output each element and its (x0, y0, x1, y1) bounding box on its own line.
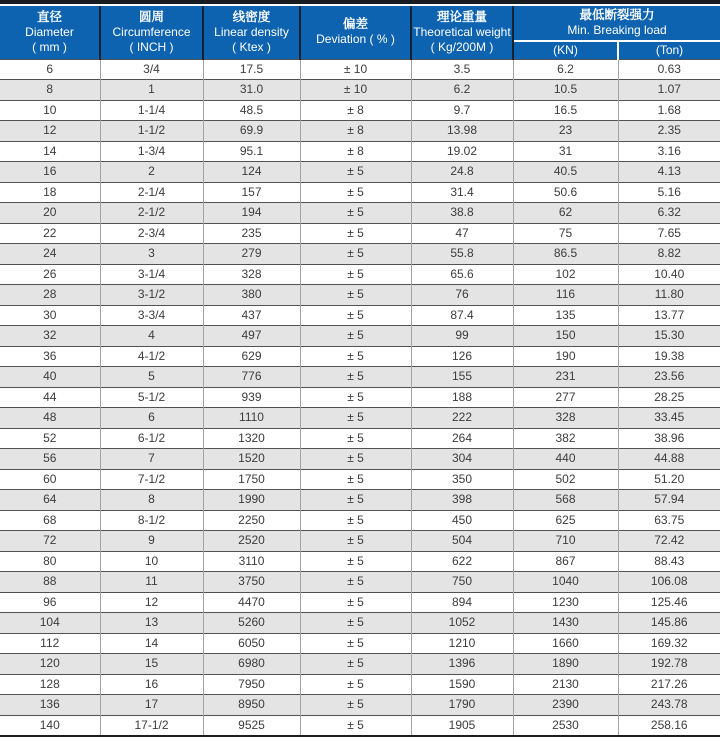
table-row (0, 572, 720, 593)
cell-breaking-load-ton: 2.35 (618, 121, 720, 142)
cell-linear-density: 31.0 (203, 80, 300, 101)
cell-linear-density: 9525 (203, 715, 300, 736)
cell-breaking-load-kn: 10.5 (513, 80, 618, 101)
cell-diameter: 12 (0, 121, 100, 142)
col-header-diameter-unit: ( mm ) (32, 39, 67, 54)
cell-circumference: 1 (100, 80, 203, 101)
cell-breaking-load-kn: 23 (513, 121, 618, 142)
cell-deviation: ± 5 (300, 613, 411, 634)
cell-circumference: 6-1/2 (100, 428, 203, 449)
table-row (0, 326, 720, 347)
cell-linear-density: 7950 (203, 674, 300, 695)
col-header-theoretical-weight-zh: 理论重量 (436, 9, 487, 24)
cell-circumference: 15 (100, 654, 203, 675)
table-row (0, 633, 720, 654)
cell-circumference: 3 (100, 244, 203, 265)
cell-breaking-load-kn: 2530 (513, 715, 618, 736)
cell-diameter: 44 (0, 387, 100, 408)
col-header-linear-density-en: Linear density (214, 24, 289, 39)
cell-diameter: 60 (0, 469, 100, 490)
table-row (0, 244, 720, 265)
cell-theoretical-weight: 504 (411, 531, 513, 552)
col-header-deviation (300, 6, 411, 59)
table-row (0, 654, 720, 675)
table-row (0, 449, 720, 470)
col-header-theoretical-weight-en: Theoretical weight (413, 24, 511, 39)
cell-theoretical-weight: 750 (411, 572, 513, 593)
cell-theoretical-weight: 264 (411, 428, 513, 449)
cell-diameter: 140 (0, 715, 100, 736)
cell-diameter: 72 (0, 531, 100, 552)
cell-linear-density: 124 (203, 162, 300, 183)
cell-circumference: 3-3/4 (100, 305, 203, 326)
cell-diameter: 24 (0, 244, 100, 265)
cell-theoretical-weight: 1396 (411, 654, 513, 675)
cell-circumference: 1-1/4 (100, 100, 203, 121)
cell-deviation: ± 5 (300, 715, 411, 736)
col-header-breaking-load-group (513, 6, 720, 41)
cell-circumference: 9 (100, 531, 203, 552)
cell-circumference: 5-1/2 (100, 387, 203, 408)
table-row (0, 367, 720, 388)
cell-deviation: ± 5 (300, 572, 411, 593)
table-row (0, 80, 720, 101)
cell-theoretical-weight: 99 (411, 326, 513, 347)
cell-deviation: ± 5 (300, 264, 411, 285)
cell-linear-density: 48.5 (203, 100, 300, 121)
cell-deviation: ± 8 (300, 141, 411, 162)
cell-breaking-load-ton: 258.16 (618, 715, 720, 736)
cell-diameter: 136 (0, 695, 100, 716)
cell-breaking-load-kn: 62 (513, 203, 618, 224)
cell-diameter: 8 (0, 80, 100, 101)
cell-breaking-load-ton: 57.94 (618, 490, 720, 511)
cell-breaking-load-kn: 40.5 (513, 162, 618, 183)
table-row (0, 141, 720, 162)
cell-theoretical-weight: 450 (411, 510, 513, 531)
col-header-diameter-zh: 直径 (36, 9, 62, 24)
col-header-breaking-load-kn: (KN) (513, 41, 618, 59)
col-header-deviation-zh: 偏差 (342, 17, 368, 32)
cell-deviation: ± 5 (300, 469, 411, 490)
cell-diameter: 120 (0, 654, 100, 675)
table-row (0, 121, 720, 142)
col-header-breaking-load-en: Min. Breaking load (567, 23, 667, 37)
cell-linear-density: 235 (203, 223, 300, 244)
cell-diameter: 30 (0, 305, 100, 326)
cell-linear-density: 17.5 (203, 59, 300, 80)
cell-linear-density: 8950 (203, 695, 300, 716)
cell-theoretical-weight: 894 (411, 592, 513, 613)
top-divider (0, 0, 720, 4)
cell-diameter: 18 (0, 182, 100, 203)
cell-theoretical-weight: 65.6 (411, 264, 513, 285)
cell-deviation: ± 5 (300, 387, 411, 408)
cell-breaking-load-ton: 11.80 (618, 285, 720, 306)
cell-deviation: ± 5 (300, 285, 411, 306)
cell-breaking-load-kn: 328 (513, 408, 618, 429)
cell-circumference: 17-1/2 (100, 715, 203, 736)
cell-breaking-load-ton: 4.13 (618, 162, 720, 183)
cell-theoretical-weight: 6.2 (411, 80, 513, 101)
cell-linear-density: 2520 (203, 531, 300, 552)
table-row (0, 285, 720, 306)
cell-breaking-load-ton: 23.56 (618, 367, 720, 388)
cell-circumference: 2 (100, 162, 203, 183)
col-header-linear-density-unit: ( Ktex ) (232, 39, 271, 54)
cell-breaking-load-ton: 243.78 (618, 695, 720, 716)
cell-circumference: 5 (100, 367, 203, 388)
cell-theoretical-weight: 76 (411, 285, 513, 306)
cell-theoretical-weight: 126 (411, 346, 513, 367)
table-row (0, 223, 720, 244)
cell-diameter: 26 (0, 264, 100, 285)
cell-linear-density: 437 (203, 305, 300, 326)
cell-circumference: 4-1/2 (100, 346, 203, 367)
cell-deviation: ± 5 (300, 305, 411, 326)
cell-breaking-load-ton: 38.96 (618, 428, 720, 449)
table-row (0, 264, 720, 285)
cell-circumference: 1-3/4 (100, 141, 203, 162)
cell-breaking-load-ton: 51.20 (618, 469, 720, 490)
cell-circumference: 2-1/4 (100, 182, 203, 203)
cell-breaking-load-ton: 125.46 (618, 592, 720, 613)
cell-breaking-load-ton: 1.07 (618, 80, 720, 101)
cell-deviation: ± 5 (300, 654, 411, 675)
cell-breaking-load-kn: 6.2 (513, 59, 618, 80)
table-row (0, 469, 720, 490)
cell-breaking-load-ton: 217.26 (618, 674, 720, 695)
cell-circumference: 8 (100, 490, 203, 511)
col-header-breaking-load-zh: 最低断裂强力 (579, 8, 655, 22)
cell-breaking-load-kn: 50.6 (513, 182, 618, 203)
col-header-deviation-en: Deviation ( % ) (316, 32, 395, 47)
cell-linear-density: 776 (203, 367, 300, 388)
cell-linear-density: 380 (203, 285, 300, 306)
cell-breaking-load-kn: 277 (513, 387, 618, 408)
cell-linear-density: 1520 (203, 449, 300, 470)
cell-breaking-load-ton: 0.63 (618, 59, 720, 80)
cell-breaking-load-ton: 1.68 (618, 100, 720, 121)
cell-deviation: ± 5 (300, 244, 411, 265)
cell-linear-density: 5260 (203, 613, 300, 634)
col-header-theoretical-weight (411, 6, 513, 59)
table-row (0, 592, 720, 613)
cell-diameter: 68 (0, 510, 100, 531)
cell-breaking-load-kn: 568 (513, 490, 618, 511)
cell-diameter: 48 (0, 408, 100, 429)
cell-circumference: 17 (100, 695, 203, 716)
cell-diameter: 52 (0, 428, 100, 449)
cell-breaking-load-kn: 1660 (513, 633, 618, 654)
cell-deviation: ± 5 (300, 449, 411, 470)
cell-diameter: 36 (0, 346, 100, 367)
cell-circumference: 11 (100, 572, 203, 593)
cell-deviation: ± 5 (300, 633, 411, 654)
table-row (0, 100, 720, 121)
cell-theoretical-weight: 87.4 (411, 305, 513, 326)
table-header (0, 6, 720, 59)
cell-diameter: 32 (0, 326, 100, 347)
cell-circumference: 3-1/2 (100, 285, 203, 306)
table-body (0, 59, 720, 736)
cell-breaking-load-kn: 1890 (513, 654, 618, 675)
cell-breaking-load-kn: 1430 (513, 613, 618, 634)
cell-breaking-load-ton: 169.32 (618, 633, 720, 654)
table-row (0, 59, 720, 80)
cell-circumference: 4 (100, 326, 203, 347)
cell-breaking-load-kn: 1230 (513, 592, 618, 613)
cell-linear-density: 194 (203, 203, 300, 224)
cell-deviation: ± 5 (300, 223, 411, 244)
cell-breaking-load-kn: 625 (513, 510, 618, 531)
table-row (0, 162, 720, 183)
cell-theoretical-weight: 1210 (411, 633, 513, 654)
cell-theoretical-weight: 13.98 (411, 121, 513, 142)
cell-linear-density: 328 (203, 264, 300, 285)
cell-breaking-load-ton: 44.88 (618, 449, 720, 470)
cell-breaking-load-kn: 867 (513, 551, 618, 572)
cell-breaking-load-ton: 8.82 (618, 244, 720, 265)
cell-diameter: 64 (0, 490, 100, 511)
cell-diameter: 80 (0, 551, 100, 572)
col-header-circumference-en: Circumference (112, 24, 191, 39)
cell-linear-density: 1750 (203, 469, 300, 490)
cell-breaking-load-ton: 3.16 (618, 141, 720, 162)
cell-deviation: ± 10 (300, 80, 411, 101)
col-header-theoretical-weight-unit: ( Kg/200M ) (430, 39, 494, 54)
cell-breaking-load-ton: 28.25 (618, 387, 720, 408)
cell-theoretical-weight: 1052 (411, 613, 513, 634)
cell-breaking-load-kn: 190 (513, 346, 618, 367)
cell-theoretical-weight: 24.8 (411, 162, 513, 183)
cell-breaking-load-ton: 7.65 (618, 223, 720, 244)
cell-theoretical-weight: 55.8 (411, 244, 513, 265)
cell-breaking-load-kn: 75 (513, 223, 618, 244)
cell-theoretical-weight: 38.8 (411, 203, 513, 224)
cell-diameter: 16 (0, 162, 100, 183)
cell-breaking-load-ton: 6.32 (618, 203, 720, 224)
cell-circumference: 12 (100, 592, 203, 613)
cell-diameter: 56 (0, 449, 100, 470)
cell-linear-density: 939 (203, 387, 300, 408)
cell-breaking-load-kn: 710 (513, 531, 618, 552)
cell-linear-density: 2250 (203, 510, 300, 531)
cell-linear-density: 4470 (203, 592, 300, 613)
cell-deviation: ± 5 (300, 531, 411, 552)
cell-linear-density: 497 (203, 326, 300, 347)
col-header-circumference (100, 6, 203, 59)
cell-breaking-load-kn: 1040 (513, 572, 618, 593)
table-row (0, 490, 720, 511)
cell-breaking-load-ton: 192.78 (618, 654, 720, 675)
cell-theoretical-weight: 47 (411, 223, 513, 244)
cell-deviation: ± 5 (300, 162, 411, 183)
cell-theoretical-weight: 304 (411, 449, 513, 470)
cell-linear-density: 6980 (203, 654, 300, 675)
table-row (0, 715, 720, 736)
cell-breaking-load-ton: 15.30 (618, 326, 720, 347)
table-row (0, 305, 720, 326)
cell-diameter: 104 (0, 613, 100, 634)
cell-diameter: 128 (0, 674, 100, 695)
cell-diameter: 10 (0, 100, 100, 121)
cell-breaking-load-ton: 88.43 (618, 551, 720, 572)
cell-deviation: ± 5 (300, 367, 411, 388)
cell-diameter: 88 (0, 572, 100, 593)
cell-breaking-load-kn: 16.5 (513, 100, 618, 121)
cell-linear-density: 279 (203, 244, 300, 265)
cell-breaking-load-ton: 72.42 (618, 531, 720, 552)
cell-theoretical-weight: 1790 (411, 695, 513, 716)
cell-circumference: 7 (100, 449, 203, 470)
cell-deviation: ± 5 (300, 695, 411, 716)
cell-theoretical-weight: 155 (411, 367, 513, 388)
cell-linear-density: 1110 (203, 408, 300, 429)
cell-breaking-load-kn: 150 (513, 326, 618, 347)
cell-circumference: 2-3/4 (100, 223, 203, 244)
cell-breaking-load-kn: 231 (513, 367, 618, 388)
cell-deviation: ± 5 (300, 326, 411, 347)
table-row (0, 510, 720, 531)
cell-breaking-load-kn: 135 (513, 305, 618, 326)
cell-theoretical-weight: 622 (411, 551, 513, 572)
cell-deviation: ± 5 (300, 510, 411, 531)
cell-diameter: 20 (0, 203, 100, 224)
cell-breaking-load-ton: 19.38 (618, 346, 720, 367)
cell-linear-density: 1320 (203, 428, 300, 449)
table-row (0, 387, 720, 408)
cell-breaking-load-kn: 382 (513, 428, 618, 449)
rope-spec-table (0, 6, 720, 737)
table-row (0, 203, 720, 224)
cell-circumference: 14 (100, 633, 203, 654)
cell-theoretical-weight: 3.5 (411, 59, 513, 80)
cell-breaking-load-kn: 116 (513, 285, 618, 306)
cell-theoretical-weight: 1590 (411, 674, 513, 695)
cell-breaking-load-kn: 102 (513, 264, 618, 285)
cell-circumference: 16 (100, 674, 203, 695)
cell-theoretical-weight: 31.4 (411, 182, 513, 203)
cell-breaking-load-kn: 86.5 (513, 244, 618, 265)
cell-theoretical-weight: 350 (411, 469, 513, 490)
cell-deviation: ± 5 (300, 592, 411, 613)
col-header-linear-density (203, 6, 300, 59)
cell-linear-density: 3750 (203, 572, 300, 593)
table-row (0, 551, 720, 572)
cell-breaking-load-ton: 33.45 (618, 408, 720, 429)
cell-circumference: 3-1/4 (100, 264, 203, 285)
col-header-diameter (0, 6, 100, 59)
cell-linear-density: 69.9 (203, 121, 300, 142)
cell-diameter: 28 (0, 285, 100, 306)
cell-diameter: 6 (0, 59, 100, 80)
cell-linear-density: 95.1 (203, 141, 300, 162)
cell-circumference: 6 (100, 408, 203, 429)
table-row (0, 531, 720, 552)
cell-breaking-load-kn: 502 (513, 469, 618, 490)
col-header-breaking-load-ton: (Ton) (618, 41, 720, 59)
cell-diameter: 40 (0, 367, 100, 388)
cell-breaking-load-ton: 106.08 (618, 572, 720, 593)
cell-theoretical-weight: 222 (411, 408, 513, 429)
cell-circumference: 13 (100, 613, 203, 634)
cell-deviation: ± 5 (300, 182, 411, 203)
cell-theoretical-weight: 19.02 (411, 141, 513, 162)
cell-circumference: 3/4 (100, 59, 203, 80)
cell-linear-density: 157 (203, 182, 300, 203)
cell-linear-density: 629 (203, 346, 300, 367)
cell-deviation: ± 5 (300, 490, 411, 511)
cell-theoretical-weight: 398 (411, 490, 513, 511)
table-row (0, 182, 720, 203)
cell-linear-density: 1990 (203, 490, 300, 511)
cell-deviation: ± 8 (300, 100, 411, 121)
table-row (0, 695, 720, 716)
cell-circumference: 2-1/2 (100, 203, 203, 224)
table-row (0, 408, 720, 429)
cell-circumference: 1-1/2 (100, 121, 203, 142)
col-header-linear-density-zh: 线密度 (232, 9, 271, 24)
cell-breaking-load-ton: 63.75 (618, 510, 720, 531)
cell-breaking-load-kn: 31 (513, 141, 618, 162)
cell-diameter: 22 (0, 223, 100, 244)
table-row (0, 613, 720, 634)
cell-breaking-load-ton: 10.40 (618, 264, 720, 285)
table-row (0, 346, 720, 367)
cell-theoretical-weight: 188 (411, 387, 513, 408)
cell-deviation: ± 5 (300, 428, 411, 449)
cell-linear-density: 6050 (203, 633, 300, 654)
table-row (0, 428, 720, 449)
cell-theoretical-weight: 9.7 (411, 100, 513, 121)
col-header-circumference-zh: 圆周 (138, 9, 164, 24)
cell-breaking-load-ton: 13.77 (618, 305, 720, 326)
cell-breaking-load-ton: 5.16 (618, 182, 720, 203)
cell-circumference: 10 (100, 551, 203, 572)
cell-diameter: 112 (0, 633, 100, 654)
cell-breaking-load-ton: 145.86 (618, 613, 720, 634)
table-row (0, 674, 720, 695)
col-header-circumference-unit: ( INCH ) (129, 39, 174, 54)
cell-deviation: ± 5 (300, 674, 411, 695)
cell-deviation: ± 5 (300, 408, 411, 429)
cell-circumference: 8-1/2 (100, 510, 203, 531)
cell-diameter: 14 (0, 141, 100, 162)
cell-circumference: 7-1/2 (100, 469, 203, 490)
cell-deviation: ± 8 (300, 121, 411, 142)
cell-deviation: ± 10 (300, 59, 411, 80)
cell-breaking-load-kn: 2130 (513, 674, 618, 695)
cell-linear-density: 3110 (203, 551, 300, 572)
cell-diameter: 96 (0, 592, 100, 613)
col-header-diameter-en: Diameter (25, 24, 74, 39)
cell-breaking-load-kn: 2390 (513, 695, 618, 716)
cell-deviation: ± 5 (300, 203, 411, 224)
cell-deviation: ± 5 (300, 346, 411, 367)
cell-breaking-load-kn: 440 (513, 449, 618, 470)
cell-theoretical-weight: 1905 (411, 715, 513, 736)
cell-deviation: ± 5 (300, 551, 411, 572)
